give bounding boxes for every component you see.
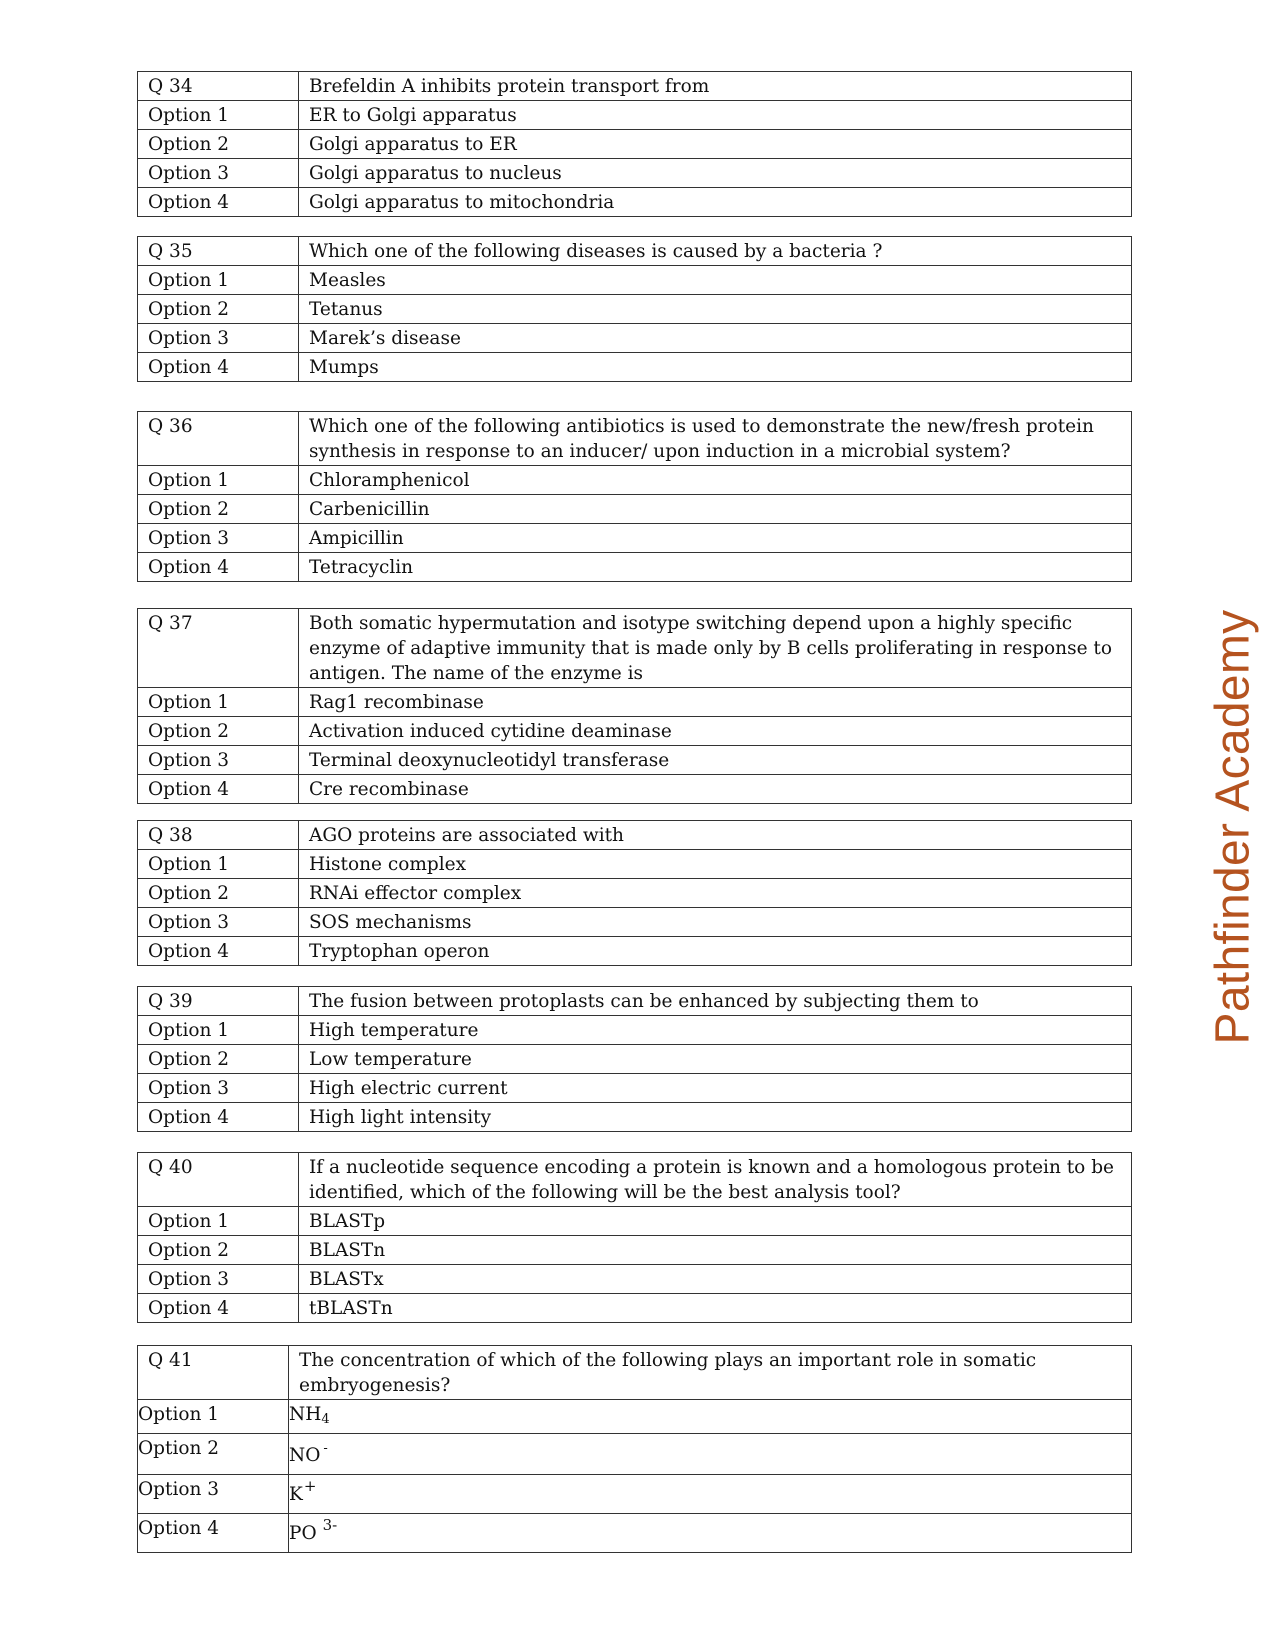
option-text: Golgi apparatus to nucleus [299,159,1132,188]
option-text: tBLASTn [299,1294,1132,1323]
option-label: Option 1 [138,266,299,295]
question-row [138,237,1132,266]
formula-base: K [289,1484,303,1505]
option-row [138,1294,1132,1323]
question-table-q40 [137,1152,1132,1323]
option-label: Option 2 [138,717,299,746]
question-row [138,1153,1132,1207]
option-row [138,1016,1132,1045]
option-row [138,850,1132,879]
question-text: Both somatic hypermutation and isotype switching depend upon a highly specific enzyme of adaptive immunity that is made only by B cells proliferating in response to antigen. The name of the enzyme is [299,609,1132,688]
question-table-q39 [137,986,1132,1132]
option-text: Mumps [299,353,1132,382]
option-text: Rag1 recombinase [299,688,1132,717]
option-text: BLASTn [299,1236,1132,1265]
question-number: Q 41 [138,1346,289,1400]
question-row [138,987,1132,1016]
option-row [138,1265,1132,1294]
option-label: Option 2 [138,1236,299,1265]
option-label: Option 3 [138,746,299,775]
option-row [138,1475,1132,1514]
option-text: RNAi effector complex [299,879,1132,908]
option-row [138,717,1132,746]
option-text: High electric current [299,1074,1132,1103]
option-label: Option 1 [138,850,299,879]
option-label: Option 4 [138,775,299,804]
option-label: Option 3 [138,1074,299,1103]
question-table-q37 [137,608,1132,804]
question-text: Which one of the following diseases is caused by a bacteria ? [299,237,1132,266]
option-row [138,188,1132,217]
option-row [138,266,1132,295]
question-number: Q 34 [138,72,299,101]
question-number: Q 38 [138,821,299,850]
option-row [138,746,1132,775]
option-label: Option 2 [138,295,299,324]
option-row [138,688,1132,717]
formula-superscript: 3- [322,1516,338,1534]
option-row [138,524,1132,553]
question-text: The concentration of which of the following plays an important role in somatic embryogenesis? [289,1346,1132,1400]
option-row [138,1103,1132,1132]
option-text: Low temperature [299,1045,1132,1074]
formula-base: NH [289,1404,322,1425]
option-label: Option 3 [138,908,299,937]
question-number: Q 36 [138,412,299,466]
option-text: Golgi apparatus to mitochondria [299,188,1132,217]
option-row [138,1045,1132,1074]
option-label: Option 4 [138,1103,299,1132]
option-row [138,908,1132,937]
formula-subscript: 4 [321,1412,330,1427]
option-row [138,1074,1132,1103]
question-table-q34 [137,71,1132,217]
option-label: Option 4 [138,353,299,382]
option-row [138,937,1132,966]
question-row [138,412,1132,466]
option-text: Tryptophan operon [299,937,1132,966]
formula-superscript: + [303,1477,317,1495]
option-label: Option 1 [138,688,299,717]
option-label: Option 2 [138,130,299,159]
option-label: Option 1 [138,1016,299,1045]
option-label: Option 2 [138,879,299,908]
option-text: BLASTp [299,1207,1132,1236]
option-row [138,353,1132,382]
option-row [138,324,1132,353]
option-row [138,1400,1132,1434]
option-row [138,295,1132,324]
option-text: Measles [299,266,1132,295]
option-text: SOS mechanisms [299,908,1132,937]
option-row [138,495,1132,524]
option-text: Terminal deoxynucleotidyl transferase [299,746,1132,775]
question-row [138,1346,1132,1400]
option-text: BLASTx [299,1265,1132,1294]
option-text: Carbenicillin [299,495,1132,524]
option-label: Option 3 [138,524,299,553]
option-label: Option 4 [138,1294,299,1323]
option-label: Option 3 [138,159,299,188]
option-formula [289,1475,1132,1514]
option-row [138,1434,1132,1475]
option-label: Option 3 [138,324,299,353]
formula-base: NO [289,1445,321,1466]
question-number: Q 40 [138,1153,299,1207]
option-row [138,130,1132,159]
watermark-text: Pathfinder Academy [1206,609,1260,1045]
option-formula [289,1514,1132,1553]
option-row [138,553,1132,582]
option-row [138,466,1132,495]
option-text: Chloramphenicol [299,466,1132,495]
option-label: Option 4 [138,188,299,217]
option-text: Activation induced cytidine deaminase [299,717,1132,746]
question-text: Which one of the following antibiotics is used to demonstrate the new/fresh protein synthesis in response to an inducer/ upon induction in a microbial system? [299,412,1132,466]
option-text: Marek’s disease [299,324,1132,353]
option-label: Option 4 [138,553,299,582]
option-label: Option 2 [138,1045,299,1074]
question-table-q35 [137,236,1132,382]
option-label: Option 4 [138,1514,289,1553]
question-table-q41 [137,1345,1132,1553]
option-row [138,159,1132,188]
option-formula [289,1434,1132,1475]
option-text: High temperature [299,1016,1132,1045]
question-table-q38 [137,820,1132,966]
option-row [138,775,1132,804]
question-row [138,72,1132,101]
question-text: AGO proteins are associated with [299,821,1132,850]
option-label: Option 4 [138,937,299,966]
question-text: The fusion between protoplasts can be enhanced by subjecting them to [299,987,1132,1016]
option-label: Option 1 [138,1400,289,1434]
option-text: Tetanus [299,295,1132,324]
option-text: ER to Golgi apparatus [299,101,1132,130]
option-text: High light intensity [299,1103,1132,1132]
option-label: Option 1 [138,1207,299,1236]
question-row [138,609,1132,688]
option-text: Histone complex [299,850,1132,879]
question-text: If a nucleotide sequence encoding a protein is known and a homologous protein to be identified, which of the following will be the best analysis tool? [299,1153,1132,1207]
option-row [138,1207,1132,1236]
formula-base: PO [289,1523,317,1544]
question-text: Brefeldin A inhibits protein transport from [299,72,1132,101]
option-row [138,1514,1132,1553]
question-number: Q 37 [138,609,299,688]
question-row [138,821,1132,850]
question-number: Q 39 [138,987,299,1016]
question-number: Q 35 [138,237,299,266]
option-formula [289,1400,1132,1434]
option-row [138,879,1132,908]
option-text: Ampicillin [299,524,1132,553]
formula-superscript: - [323,1441,328,1456]
option-label: Option 3 [138,1265,299,1294]
option-text: Golgi apparatus to ER [299,130,1132,159]
option-text: Cre recombinase [299,775,1132,804]
option-label: Option 2 [138,1434,289,1475]
option-label: Option 3 [138,1475,289,1514]
question-table-q36 [137,411,1132,582]
option-text: Tetracyclin [299,553,1132,582]
option-label: Option 2 [138,495,299,524]
option-row [138,101,1132,130]
option-row [138,1236,1132,1265]
option-label: Option 1 [138,101,299,130]
option-label: Option 1 [138,466,299,495]
